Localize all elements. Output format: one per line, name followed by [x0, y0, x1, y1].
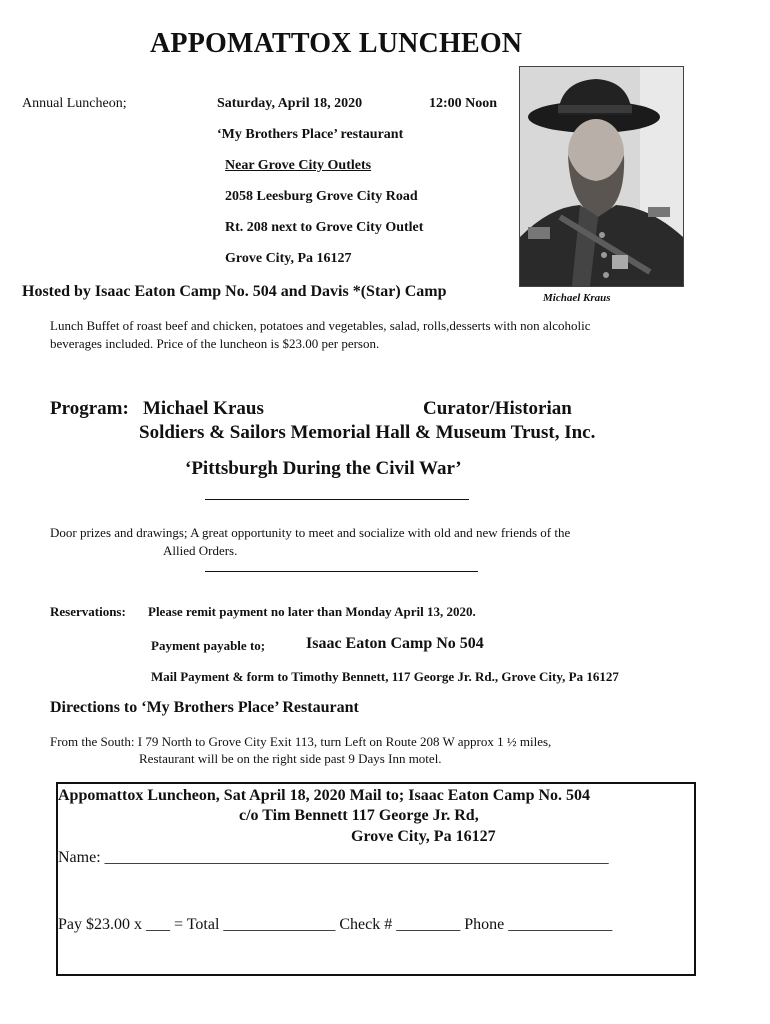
program-topic: ‘Pittsburgh During the Civil War’ — [185, 458, 462, 479]
form-line-2: c/o Tim Bennett 117 George Jr. Rd, — [239, 807, 479, 824]
event-label: Annual Luncheon; — [22, 96, 127, 111]
lunch-line-1: Lunch Buffet of roast beef and chicken, potatoes and vegetables, salad, rolls,desserts with non alcoholic — [50, 318, 591, 333]
directions-line-2: Restaurant will be on the right side past 9 Days Inn motel. — [139, 751, 442, 766]
event-time: 12:00 Noon — [429, 96, 498, 111]
directions-heading: Directions to ‘My Brothers Place’ Restaurant — [50, 699, 359, 716]
door-line-2: Allied Orders. — [163, 543, 238, 558]
speaker-photo — [519, 66, 684, 287]
form-line-1: Appomattox Luncheon, Sat April 18, 2020 Mail to; Isaac Eaton Camp No. 504 — [58, 787, 591, 804]
page-title: APPOMATTOX LUNCHEON — [150, 28, 523, 59]
divider — [205, 499, 469, 500]
event-near: Near Grove City Outlets — [225, 158, 372, 173]
host-line: Hosted by Isaac Eaton Camp No. 504 and Davis *(Star) Camp — [22, 283, 447, 300]
event-date: Saturday, April 18, 2020 — [217, 96, 363, 111]
form-line-3: Grove City, Pa 16127 — [351, 828, 496, 845]
program-label: Program: — [50, 398, 129, 419]
payable-label: Payment payable to; — [151, 638, 266, 653]
payment-field[interactable]: Pay $23.00 x ___ = Total ______________ Check # ________ Phone _____________ — [58, 916, 613, 933]
program-org: Soldiers & Sailors Memorial Hall & Museum Trust, Inc. — [139, 422, 596, 443]
payable-to: Isaac Eaton Camp No 504 — [306, 635, 484, 652]
mail-instructions: Mail Payment & form to Timothy Bennett, 117 George Jr. Rd., Grove City, Pa 16127 — [151, 669, 619, 684]
speaker-portrait-image — [520, 67, 683, 286]
directions-line-1: From the South: I 79 North to Grove City Exit 113, turn Left on Route 208 W approx 1 ½ miles, — [50, 734, 552, 749]
program-speaker: Michael Kraus — [143, 398, 264, 419]
program-role: Curator/Historian — [423, 398, 572, 419]
reservations-label: Reservations: — [50, 604, 126, 619]
name-field[interactable]: Name: _______________________________________________________________ — [58, 849, 609, 866]
event-address: 2058 Leesburg Grove City Road — [225, 189, 418, 204]
divider — [205, 571, 478, 572]
lunch-line-2: beverages included. Price of the luncheon is $23.00 per person. — [50, 336, 380, 351]
photo-caption: Michael Kraus — [543, 292, 611, 304]
event-route: Rt. 208 next to Grove City Outlet — [225, 220, 424, 235]
reservations-text: Please remit payment no later than Monday April 13, 2020. — [148, 604, 476, 619]
door-line-1: Door prizes and drawings; A great opportunity to meet and socialize with old and new friends of the — [50, 525, 571, 540]
event-city: Grove City, Pa 16127 — [225, 251, 352, 266]
event-venue: ‘My Brothers Place’ restaurant — [217, 127, 404, 142]
